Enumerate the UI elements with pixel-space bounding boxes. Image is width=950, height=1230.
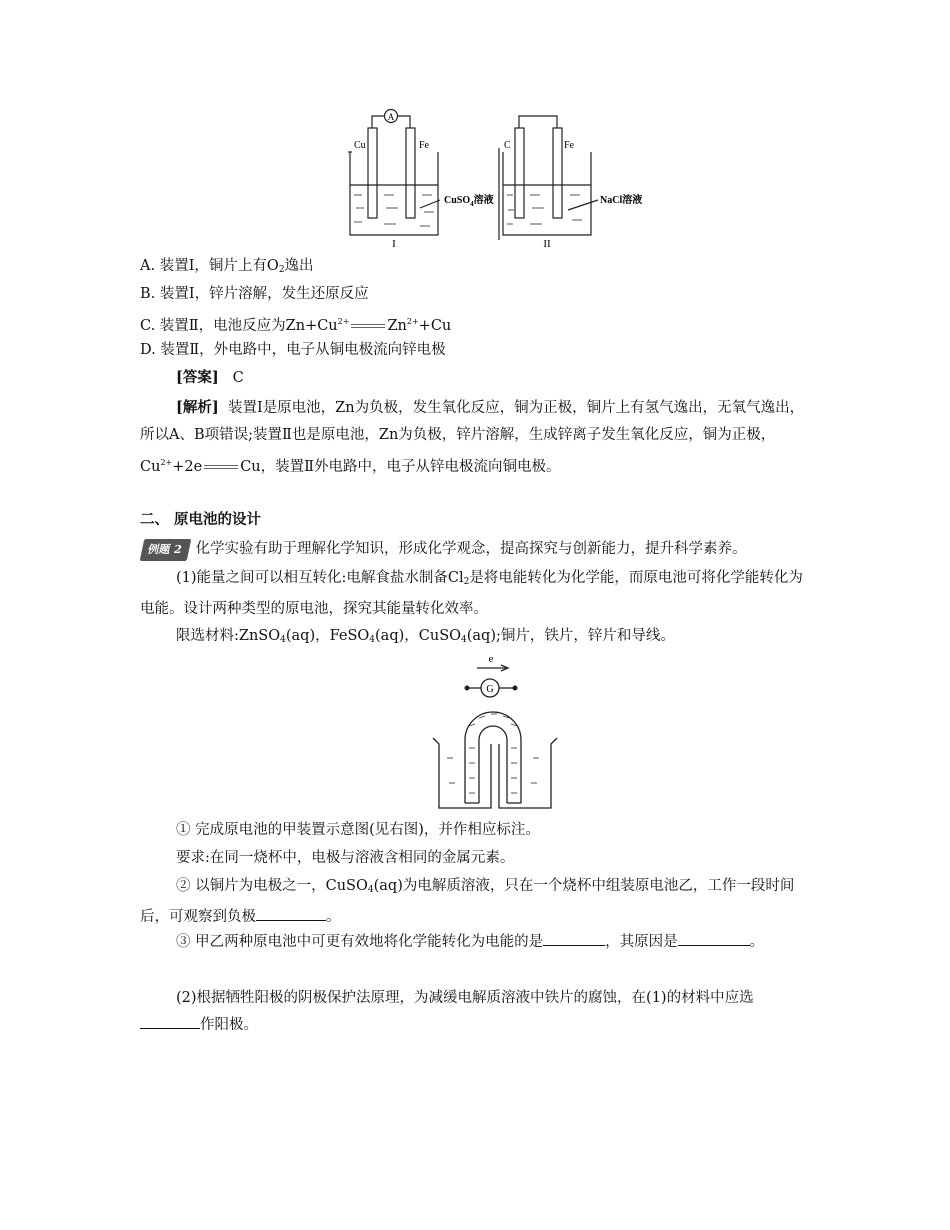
ammeter-label: A [387, 112, 395, 122]
materials: 限选材料:ZnSO$_4$(aq)，FeSO$_4$(aq)，CuSO$_4$(aq);铜片，铁片，锌片和导线。 [176, 628, 675, 645]
device-1-label: I [392, 238, 396, 250]
analysis: [解析] 装置Ⅰ是原电池，Zn为负极，发生氧化反应，铜为正极，铜片上有氢气逸出，无氧气逸出，所以A、B项错误;装置Ⅱ也是原电池，Zn为负极，锌片溶解，生成锌离子发生氧化反应，铜为正极，$Cu^{2+}+2e$ Cu，装置Ⅱ外电路中，电子从锌电极流向铜电极。 [140, 399, 805, 475]
section-title: 二、 原电池的设计 [140, 511, 262, 528]
equals-sign [349, 321, 387, 331]
fe-electrode-2 [553, 128, 562, 218]
cu-electrode-1 [368, 128, 377, 218]
answer-blank-2[interactable] [543, 931, 605, 946]
option-d: D. 装置Ⅱ，外电路中，电子从铜电极流向锌电极 [140, 342, 446, 358]
option-b: B. 装置Ⅰ，锌片溶解，发生还原反应 [140, 286, 369, 302]
c-electrode-2 [515, 128, 524, 218]
answer-blank-1[interactable] [256, 906, 326, 921]
example-badge: 例题 2 [140, 539, 192, 561]
nacl-label: NaCl溶液 [600, 195, 643, 206]
equals-sign [202, 462, 240, 472]
question-1-requirement: 要求:在同一烧杯中，电极与溶液含相同的金属元素。 [176, 850, 515, 866]
cuso4-label: CuSO$_4$溶液 [444, 195, 494, 208]
example-intro: 例题 2 化学实验有助于理解化学知识，形成化学观念，提高探究与创新能力，提升科学素养。 [142, 539, 746, 561]
option-c: C. 装置Ⅱ，电池反应为$Zn+Cu^{2+}$ $Zn^{2+}+Cu$ [140, 317, 452, 334]
salt-bridge-figure [425, 648, 565, 813]
fe-label-2: Fe [564, 140, 574, 151]
answer-blank-3[interactable] [678, 931, 750, 946]
question-1: ① 完成原电池的甲装置示意图(见右图)，并作相应标注。 [176, 822, 540, 838]
example-part-2: (2)根据牺牲阳极的阴极保护法原理，为减缓电解质溶液中铁片的腐蚀，在(1)的材料中应选作阳极。 [140, 985, 810, 1039]
question-2: ② 以铜片为电极之一，CuSO$_4$(aq)为电解质溶液，只在一个烧杯中组装原电池乙，工作一段时间后，可观察到负极 。 [140, 878, 795, 925]
option-a: A. 装置Ⅰ，铜片上有$O_2$逸出 [140, 258, 314, 275]
c-label: C [504, 140, 511, 151]
electron-label: e [488, 653, 494, 665]
example-part-1: (1)能量之间可以相互转化:电解食盐水制备$Cl_2$是将电能转化为化学能，而原电池可将化学能转化为电能。设计两种类型的原电池，探究其能量转化效率。 [140, 570, 803, 617]
galvanometer-label: G [486, 684, 494, 695]
fe-electrode-1 [406, 128, 415, 218]
fe-label-1: Fe [419, 140, 429, 151]
answer-blank-4[interactable] [140, 1014, 200, 1029]
cells-figure [340, 100, 650, 252]
device-2-label: II [543, 238, 551, 250]
question-3: ③ 甲乙两种原电池中可更有效地将化学能转化为电能的是 ，其原因是 。 [140, 929, 810, 956]
answer: [答案] C [176, 369, 244, 386]
cu-label: Cu [354, 140, 366, 151]
